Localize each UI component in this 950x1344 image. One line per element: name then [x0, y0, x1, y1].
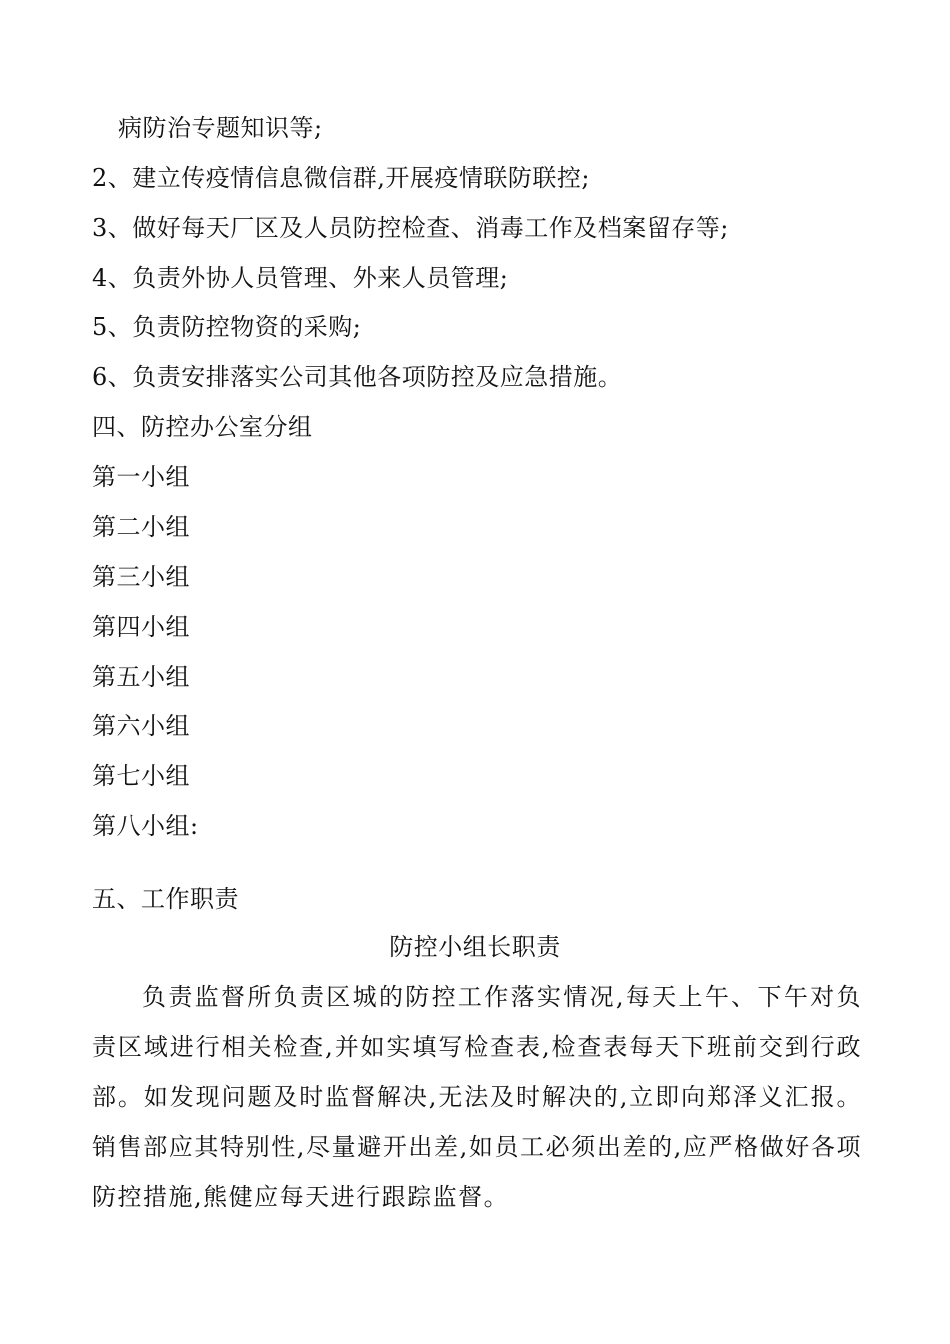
section-heading-4: 四、防控办公室分组 — [92, 413, 313, 441]
group-item: 第八小组: — [92, 812, 199, 840]
group-item: 第二小组 — [92, 513, 190, 541]
section-heading-5: 五、工作职责 — [92, 885, 239, 913]
group-item: 第五小组 — [92, 663, 190, 691]
list-item-5: 5、负责防控物资的采购; — [92, 313, 362, 341]
responsibility-paragraph: 负责监督所负责区城的防控工作落实情况,每天上午、下午对负责区域进行相关检查,并如实填写检查表,检查表每天下班前交到行政部。如发现问题及时监督解决,无法及时解决的,立即向郑泽义汇报。销售部应其特别性,尽量避开出差,如员工必须出差的,应严格做好各项防控措施,熊健应每天进行跟踪监督。 — [92, 983, 862, 1211]
list-item-3: 3、做好每天厂区及人员防控检查、消毒工作及档案留存等; — [92, 214, 729, 242]
group-item: 第六小组 — [92, 712, 190, 740]
list-item-6: 6、负责安排落实公司其他各项防控及应急措施。 — [92, 363, 623, 391]
group-item: 第七小组 — [92, 762, 190, 790]
group-item: 第一小组 — [92, 463, 190, 491]
subtitle: 防控小组长职责 — [389, 933, 561, 961]
continued-item-text: 病防治专题知识等; — [118, 114, 323, 142]
group-item: 第三小组 — [92, 563, 190, 591]
group-item: 第四小组 — [92, 613, 190, 641]
list-item-2: 2、建立传疫情信息微信群,开展疫情联防联控; — [92, 164, 590, 192]
list-item-4: 4、负责外协人员管理、外来人员管理; — [92, 264, 509, 292]
